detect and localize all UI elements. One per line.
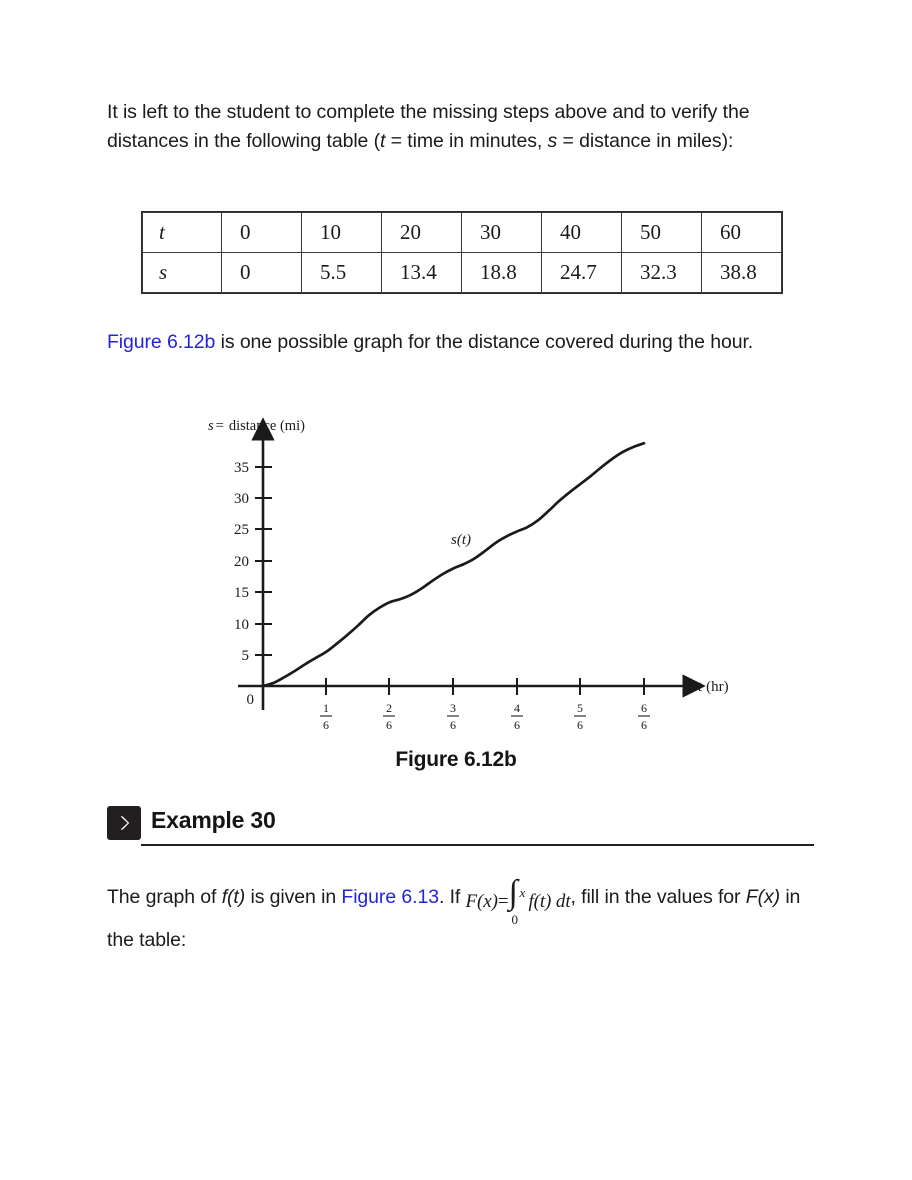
x-tick-label-2-6	[383, 701, 395, 732]
table-cell: 0	[222, 213, 302, 253]
table-row	[143, 253, 782, 293]
table-cell: 24.7	[542, 253, 622, 293]
svg-text:6: 6	[514, 718, 520, 732]
x-tick-label-5-6	[574, 701, 586, 732]
integral-sign-icon: ∫ x 0	[508, 884, 527, 914]
y-axis-label: s = distance (mi)	[208, 418, 305, 434]
x-tick-label-6-6	[638, 701, 650, 732]
y-tick-label: 25	[234, 522, 249, 538]
integral-upper-limit: x	[519, 885, 526, 900]
figure-612b-graph	[0, 408, 912, 748]
intro-text-a: It is left to the student to complete the missing steps above and to verify the distances in the following table (	[107, 101, 750, 152]
table-cell: 20	[382, 213, 462, 253]
table-cell: 18.8	[462, 253, 542, 293]
y-tick-label: 20	[234, 554, 249, 570]
function-F: F	[745, 886, 758, 908]
table-cell: 50	[622, 213, 702, 253]
intro-paragraph	[107, 98, 797, 155]
x-tick-label-4-6	[511, 701, 523, 732]
formula-lhs: F(x)	[465, 891, 498, 912]
function-arg-t: (t)	[227, 886, 246, 908]
chevron-right-icon	[107, 806, 141, 840]
y-tick-label: 10	[234, 617, 249, 633]
example-text-c: . If	[438, 886, 466, 908]
table-cell: 13.4	[382, 253, 462, 293]
x-axis-label: t (hr)	[698, 679, 729, 695]
y-tick-label: 35	[234, 460, 249, 476]
example-body-paragraph	[107, 874, 807, 959]
distance-curve	[263, 443, 644, 686]
function-arg-x: (x)	[757, 886, 780, 908]
figure-613-link[interactable]: Figure 6.13	[341, 886, 439, 908]
table-cell: 32.3	[622, 253, 702, 293]
example-text-a: The graph of	[107, 886, 222, 908]
figure-612b-link[interactable]: Figure 6.12b	[107, 331, 216, 353]
table-cell: 38.8	[702, 253, 782, 293]
y-tick-label: 15	[234, 585, 249, 601]
svg-text:1: 1	[323, 701, 329, 715]
row-header-t: t	[143, 213, 222, 253]
variable-t: t	[380, 129, 386, 152]
curve-label-st: s(t)	[451, 532, 471, 548]
row-header-s: s	[143, 253, 222, 293]
table-cell: 10	[302, 213, 382, 253]
formula-equals: =	[497, 891, 509, 912]
distance-data-table	[142, 212, 782, 293]
table-cell: 5.5	[302, 253, 382, 293]
svg-text:3: 3	[450, 701, 456, 715]
table-row	[143, 213, 782, 253]
svg-text:6: 6	[323, 718, 329, 732]
svg-text:2: 2	[386, 701, 392, 715]
x-tick-label-3-6	[447, 701, 459, 732]
example-title: Example 30	[151, 807, 276, 833]
svg-text:6: 6	[450, 718, 456, 732]
svg-text:6: 6	[577, 718, 583, 732]
svg-text:6: 6	[641, 701, 647, 715]
distance-graph-svg	[150, 408, 770, 738]
example-text-e: in the table:	[107, 886, 801, 951]
svg-text:6: 6	[641, 718, 647, 732]
example-divider	[141, 844, 814, 846]
y-axis-tick-labels	[234, 460, 249, 664]
y-tick-label: 30	[234, 491, 249, 507]
x-axis-tick-labels	[320, 701, 650, 732]
variable-s: s	[547, 129, 558, 152]
table-body	[143, 213, 782, 293]
table-cell: 0	[222, 253, 302, 293]
function-f: f	[221, 886, 228, 908]
example-heading	[107, 806, 807, 848]
example-text-b: is given in	[245, 886, 342, 908]
intro-text-b: = time in minutes,	[385, 129, 548, 152]
y-tick-label: 5	[241, 648, 249, 664]
table-cell: 60	[702, 213, 782, 253]
figure-reference-text: is one possible graph for the distance covered during the hour.	[215, 331, 754, 353]
intro-text-c: = distance in miles):	[557, 129, 734, 152]
integral-lower-limit: 0	[511, 912, 518, 927]
integral-formula	[465, 874, 571, 927]
table-cell: 30	[462, 213, 542, 253]
x-tick-label-1-6	[320, 701, 332, 732]
example-text-d: , fill in the values for	[570, 886, 746, 908]
table-cell: 40	[542, 213, 622, 253]
svg-text:4: 4	[514, 701, 520, 715]
svg-text:6: 6	[386, 718, 392, 732]
origin-label: 0	[246, 692, 254, 708]
svg-text:5: 5	[577, 701, 583, 715]
figure-caption: Figure 6.12b	[395, 748, 517, 771]
integrand: f(t) dt	[528, 891, 571, 912]
figure-reference-paragraph	[107, 328, 797, 357]
